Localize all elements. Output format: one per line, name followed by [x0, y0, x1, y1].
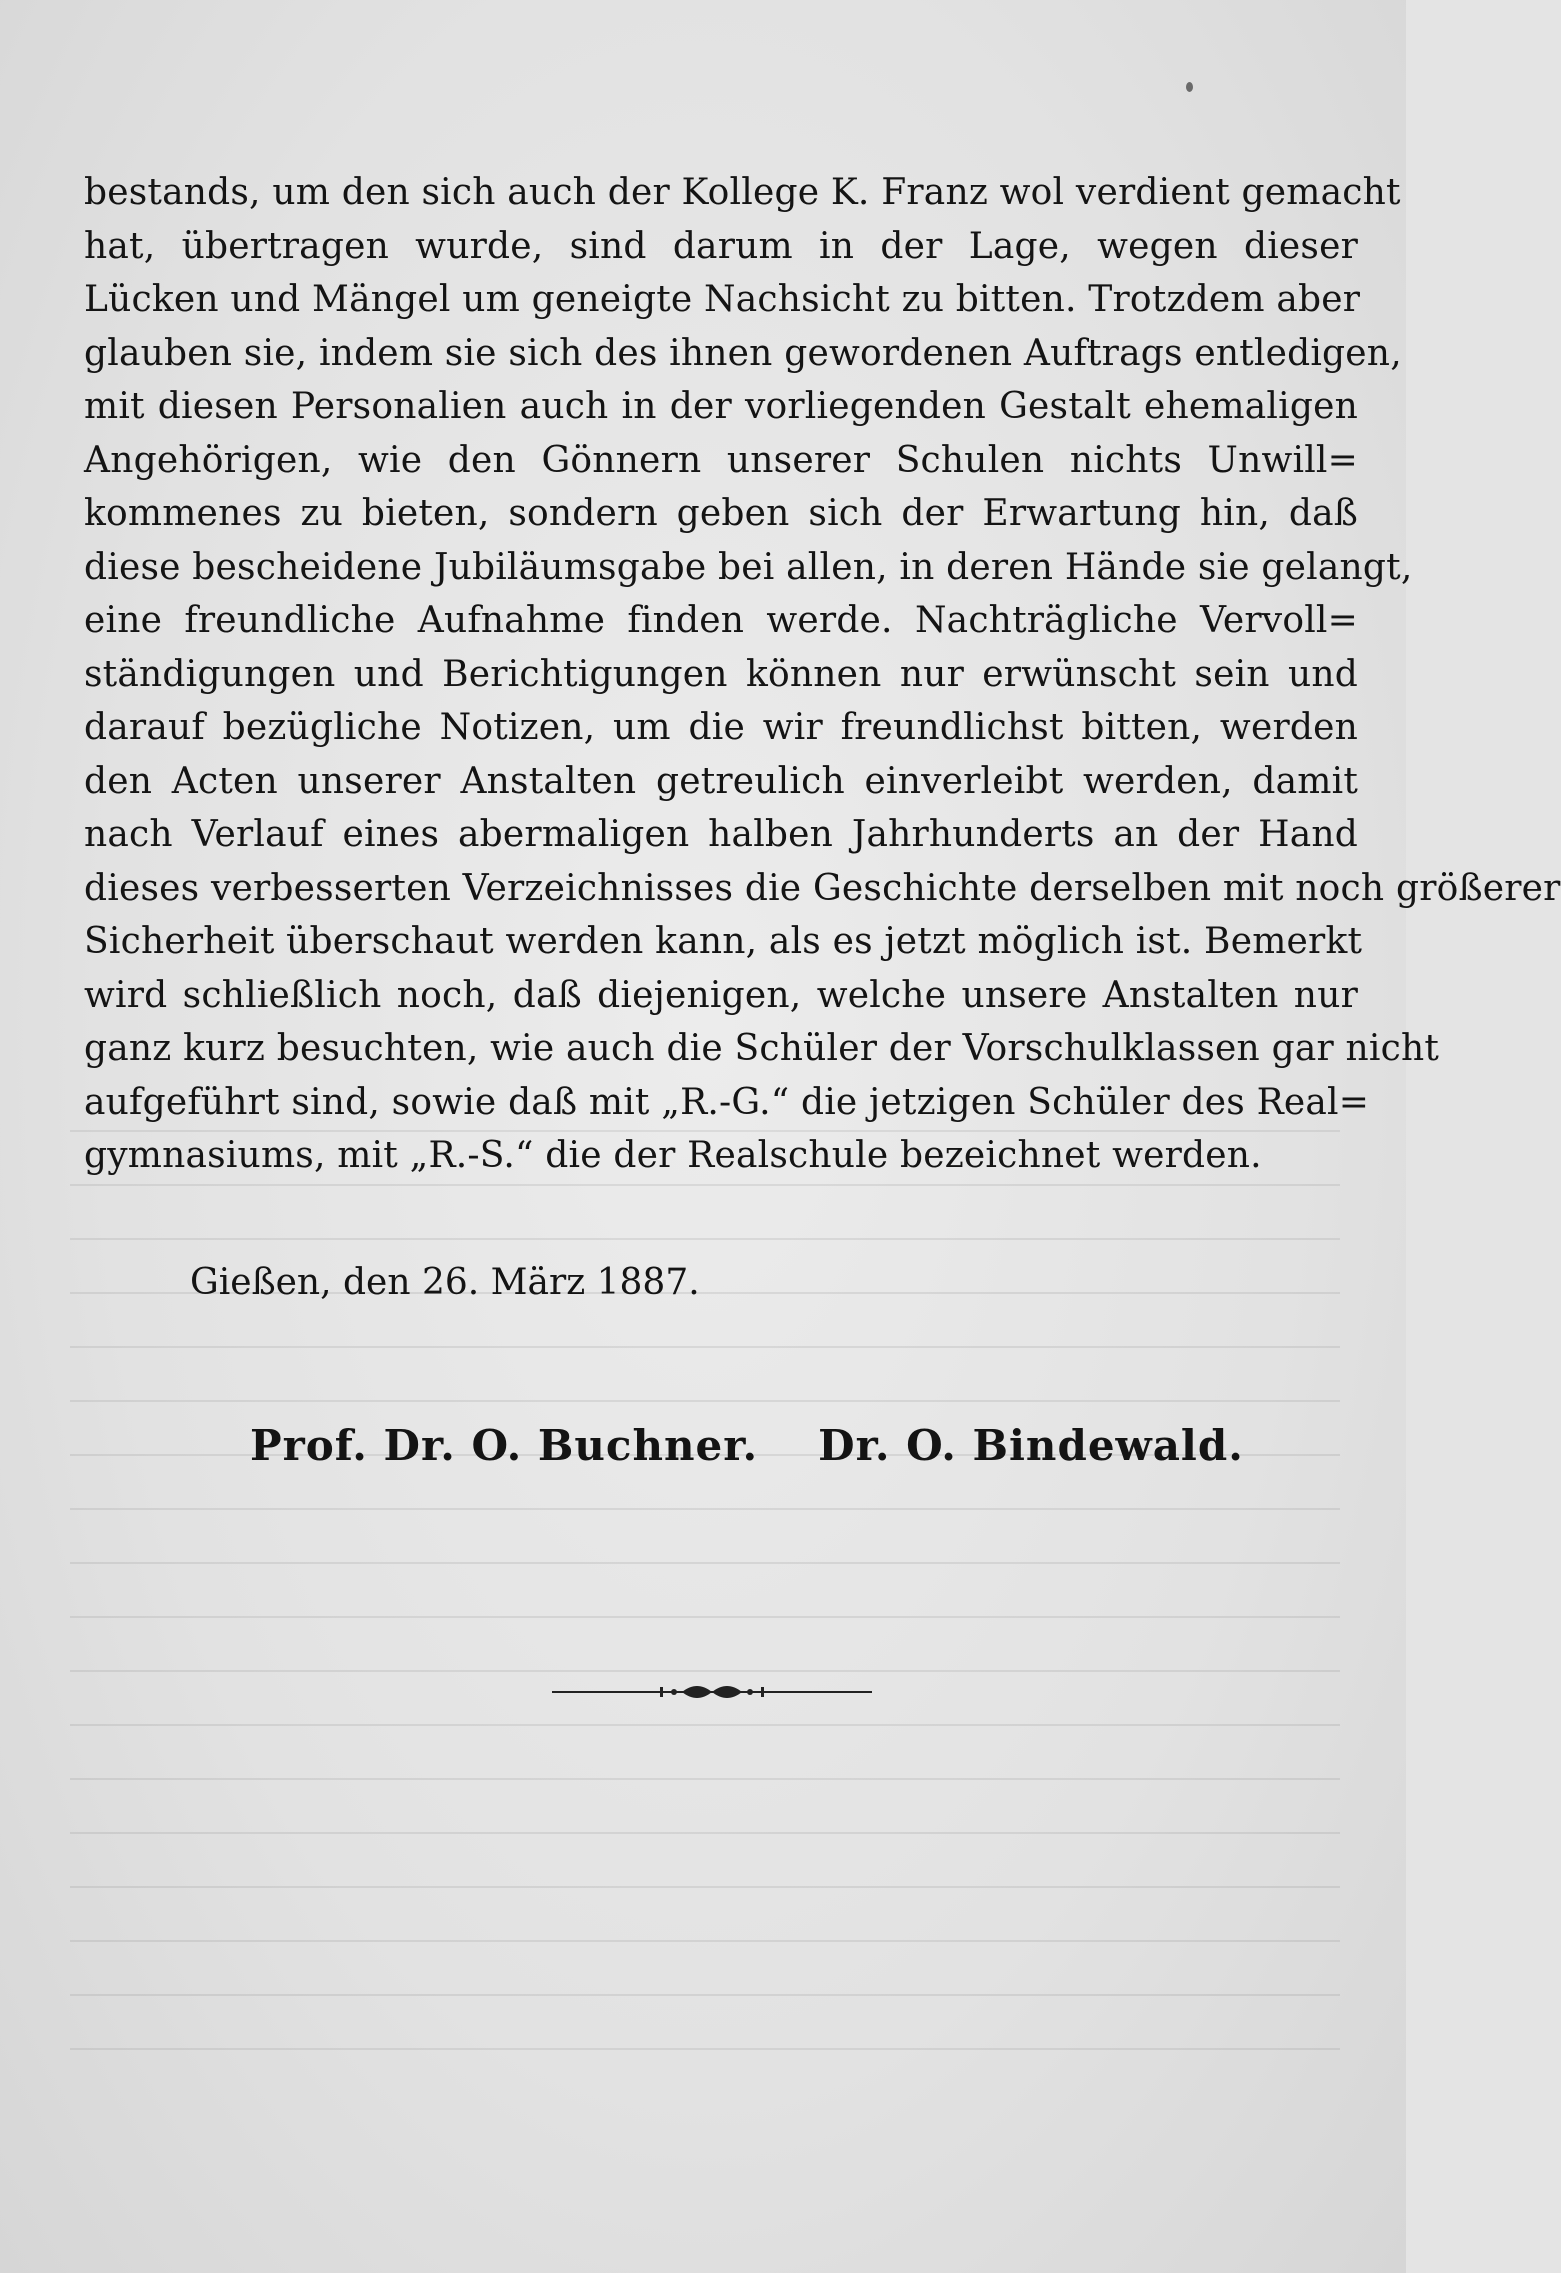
text-line: aufgeführt sind, sowie daß mit „R.-G.“ die jetzigen Schüler des Real=: [84, 1081, 1370, 1123]
ink-spot: [1186, 82, 1193, 92]
text-line: hat, übertragen wurde, sind darum in der Lage, wegen dieser: [84, 225, 1358, 267]
text-line: kommenes zu bieten, sondern geben sich der Erwartung hin, daß: [84, 493, 1358, 534]
text-line: gymnasiums, mit „R.-S.“ die der Realschule bezeichnet werden.: [84, 1135, 1262, 1176]
text-line: ganz kurz besuchten, wie auch die Schüler der Vorschulklassen gar nicht: [84, 1028, 1440, 1069]
signature-buchner: Prof. Dr. O. Buchner.: [250, 1421, 759, 1470]
text-line: darauf bezügliche Notizen, um die wir freundlichst bitten, werden: [84, 707, 1358, 748]
text-line: Lücken und Mängel um geneigte Nachsicht zu bitten. Trotzdem aber: [84, 279, 1361, 320]
text-line: diese bescheidene Jubiläumsgabe bei allen, in deren Hände sie gelangt,: [84, 546, 1413, 588]
text-line: eine freundliche Aufnahme finden werde. Nachträgliche Vervoll=: [84, 600, 1358, 641]
text-line: glauben sie, indem sie sich des ihnen gewordenen Auftrags entledigen,: [84, 332, 1402, 374]
body-paragraph: [84, 166, 1561, 1183]
text-line: mit diesen Personalien auch in der vorliegenden Gestalt ehemaligen: [84, 386, 1358, 427]
signature-bindewald: Dr. O. Bindewald.: [818, 1421, 1244, 1470]
text-line: wird schließlich noch, daß diejenigen, welche unsere Anstalten nur: [84, 974, 1358, 1016]
signature-block: [250, 1416, 1310, 1476]
text-line: den Acten unserer Anstalten getreulich einverleibt werden, damit: [84, 760, 1358, 802]
text-line: dieses verbesserten Verzeichnisses die Geschichte derselben mit noch größerer: [84, 867, 1561, 909]
ornamental-rule: [552, 1680, 872, 1704]
text-line: Sicherheit überschaut werden kann, als es jetzt möglich ist. Bemerkt: [84, 921, 1363, 962]
text-line: Angehörigen, wie den Gönnern unserer Schulen nichts Unwill=: [84, 439, 1358, 481]
text-line: ständigungen und Berichtigungen können nur erwünscht sein und: [84, 653, 1358, 695]
dateline: Gießen, den 26. März 1887.: [190, 1262, 700, 1303]
text-line: nach Verlauf eines abermaligen halben Jahrhunderts an der Hand: [84, 814, 1358, 855]
text-line: bestands, um den sich auch der Kollege K. Franz wol verdient gemacht: [84, 172, 1401, 213]
